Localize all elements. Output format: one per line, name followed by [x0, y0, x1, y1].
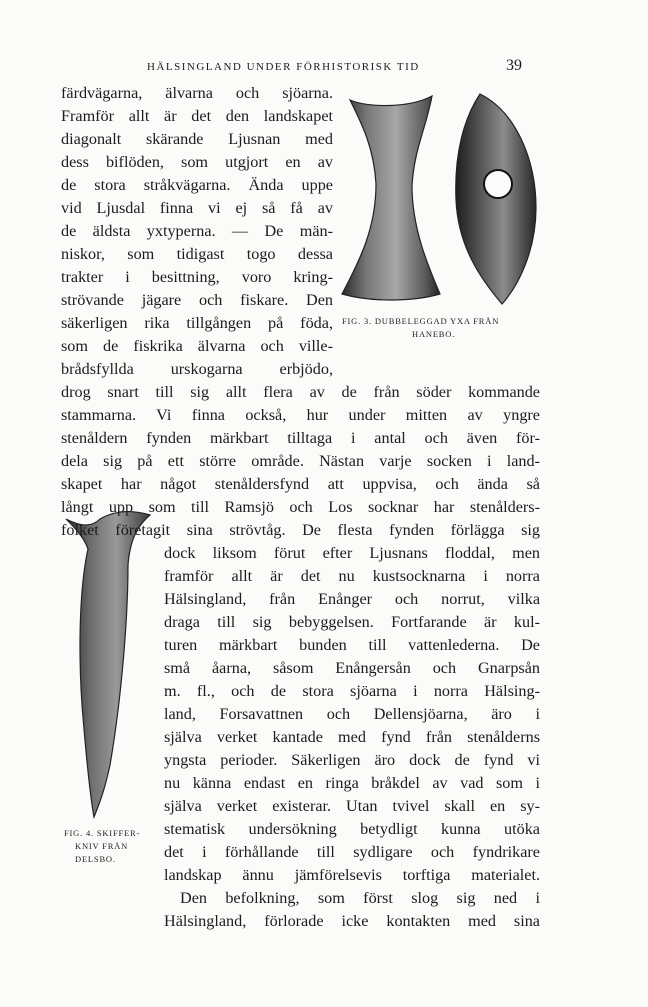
text-line: det i förhållande till sydligare och fyndrikare — [164, 843, 540, 861]
text-line: framför allt är det nu kustsocknarna i norra — [164, 567, 540, 585]
fig4-caption-line3: DELSBO. — [75, 854, 116, 864]
text-line: stammarna. Vi finna också, hur under mitten av yngre — [61, 406, 540, 424]
text-line: skapet har något stenåldersfynd att uppvisa, och ända så — [61, 475, 540, 493]
text-line: de äldsta yxtyperna. — De män- — [61, 222, 333, 240]
fig3-axe-illustration — [340, 88, 540, 310]
text-line: m. fl., och de stora sjöarna i norra Hälsing- — [164, 682, 540, 700]
text-line: diagonalt skärande Ljusnan med — [61, 130, 333, 148]
text-line: Hälsingland, från Enånger och norrut, vilka — [164, 590, 540, 608]
text-line: stematisk undersökning betydligt kunna utöka — [164, 820, 540, 838]
text-line: dela sig på ett större område. Nästan varje socken i land- — [61, 452, 540, 470]
text-line: dock liksom förut efter Ljusnans floddal, men — [164, 544, 540, 562]
text-line: niskor, som tidigast togo dessa — [61, 245, 333, 263]
text-line: drog snart till sig allt flera av de från söder kommande — [61, 383, 540, 401]
fig3-caption-line1: FIG. 3. DUBBELEGGAD YXA FRÅN — [342, 316, 500, 326]
text-line: strövande jägare och fiskare. Den — [61, 291, 333, 309]
text-line: vid Ljusdal finna vi ej så få av — [61, 199, 333, 217]
fig4-caption-line2: KNIV FRÅN — [75, 841, 129, 851]
axe-front-view — [342, 96, 440, 300]
text-line: landskap ännu jämförelsevis torftiga materialet. — [164, 866, 540, 884]
fig3-caption-line2: HANEBO. — [412, 329, 456, 339]
text-line: långt upp som till Ramsjö och Los socknar har stenålders- — [61, 498, 540, 516]
axe-shaft-hole — [484, 170, 512, 198]
text-line: Den befolkning, som först slog sig ned i — [180, 889, 540, 907]
text-line: Framför allt är det den landskapet — [61, 107, 333, 125]
text-line: folket företagit sina strövtåg. De flesta fynden förlägga sig — [61, 521, 540, 539]
text-line: yngsta perioder. Säkerligen äro dock de fynd vi — [164, 751, 540, 769]
text-line: de stora stråkvägarna. Ända uppe — [61, 176, 333, 194]
axe-side-view — [456, 94, 536, 304]
text-line: som de fiskrika älvarna och ville- — [61, 337, 333, 355]
text-line: brådsfyllda urskogarna erbjödo, — [61, 360, 333, 378]
text-line: land, Forsavattnen och Dellensjöarna, äro i — [164, 705, 540, 723]
text-line: själva verket kantade med fynd från stenålderns — [164, 728, 540, 746]
text-line: dess biflöden, som utgjort en av — [61, 153, 333, 171]
text-line: nu känna endast en ringa bråkdel av vad som i — [164, 774, 540, 792]
text-line: själva verket existerar. Utan tvivel skall en sy- — [164, 797, 540, 815]
knife-blade — [66, 512, 150, 817]
text-line: Hälsingland, förlorade icke kontakten med sina — [164, 912, 540, 930]
text-line: turen märkbart bunden till vattenlederna. De — [164, 636, 540, 654]
text-line: små åarna, såsom Enångersån och Gnarpsån — [164, 659, 540, 677]
text-line: säkerligen rika tillgången på föda, — [61, 314, 333, 332]
fig4-knife-illustration — [58, 505, 158, 820]
text-line: färdvägarna, älvarna och sjöarna. — [61, 84, 333, 102]
running-title: HÄLSINGLAND UNDER FÖRHISTORISK TID — [147, 61, 420, 73]
fig4-caption-line1: FIG. 4. SKIFFER- — [64, 828, 141, 838]
page-number: 39 — [506, 57, 522, 74]
text-line: draga till sig bebyggelsen. Fortfarande är kul- — [164, 613, 540, 631]
text-line: trakter i besittning, voro kring- — [61, 268, 333, 286]
text-line: stenåldern fynden märkbart tilltaga i antal och även för- — [61, 429, 540, 447]
